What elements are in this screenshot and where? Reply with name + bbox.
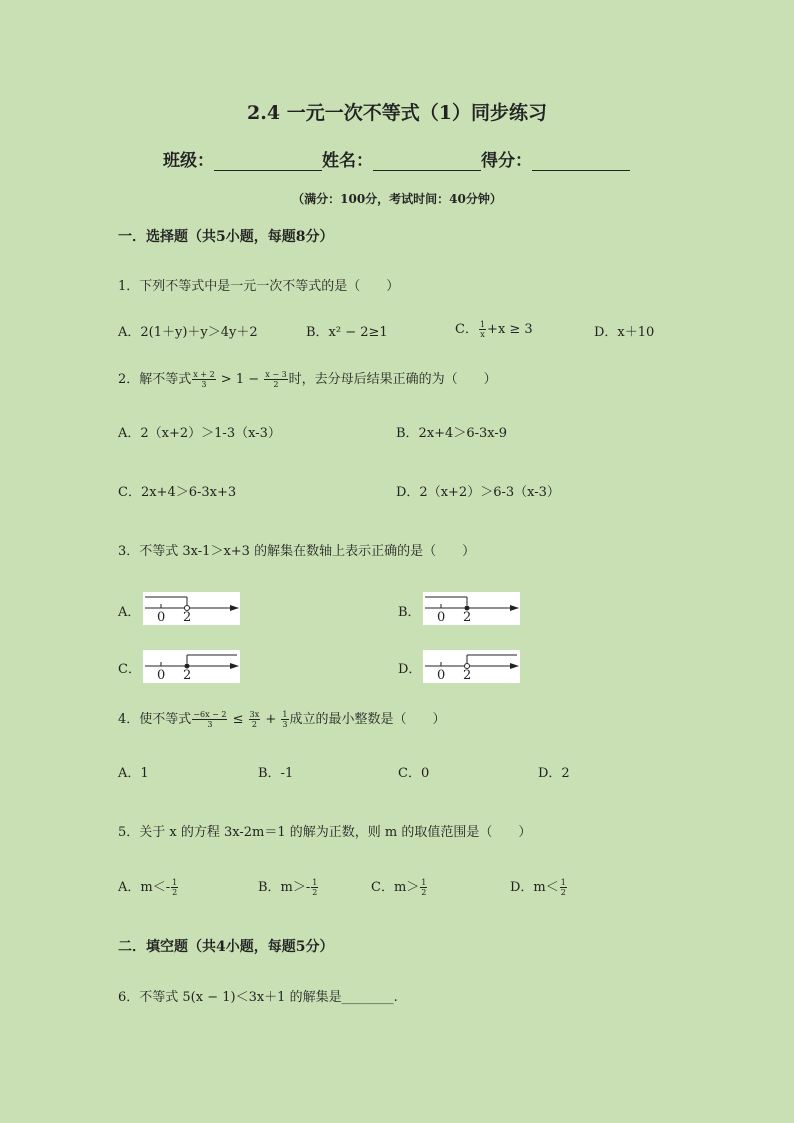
q1-stem: 1．下列不等式中是一元一次不等式的是（ ）: [118, 279, 400, 294]
tick-0-label: 0: [157, 668, 166, 683]
name-blank[interactable]: [373, 152, 481, 171]
q2-option-d: D．2（x+2）＞6-3（x-3）: [396, 485, 560, 500]
student-info-line: [163, 146, 630, 171]
tick-2-label: 2: [183, 668, 192, 683]
page-title: 2.4 一元一次不等式（1）同步练习: [247, 102, 547, 124]
q4-option-b: B．-1: [258, 766, 294, 781]
q5-option-c: C．m＞ $\frac{1}{2}$: [371, 878, 427, 897]
q5-option-d: D．m＜ $\frac{1}{2}$: [510, 878, 566, 897]
q1-option-d: D．x＋10: [594, 325, 655, 340]
section-choice-heading: 一．选择题（共5小题，每题8分）: [118, 229, 334, 245]
q3-option-d-label: D．: [398, 662, 422, 677]
class-label: 班级：: [163, 151, 214, 171]
q5-option-b: B．m＞- $\frac{1}{2}$: [258, 878, 318, 897]
q1-option-a: A．2(1＋y)＋y＞4y＋2: [118, 325, 258, 340]
q2-option-a: A．2（x+2）＞1-3（x-3）: [118, 426, 281, 441]
q2-stem: 2．解不等式 $\frac{x + 2}{3}$ > 1 − $\frac{x - 3}{2}$ 时，去分母后结果正确的为（ ）: [118, 370, 497, 389]
tick-2-label: 2: [463, 668, 472, 683]
q4-stem: 4．使不等式 $\frac{-6x - 2}{3}$ ≤ $\frac{3x}{2}$ + $\frac{1}{3}$ 成立的最小整数是（ ）: [118, 710, 446, 729]
name-label: 姓名：: [322, 151, 373, 171]
q2-option-c: C．2x+4＞6-3x+3: [118, 485, 237, 500]
q6-stem: 6．不等式 5(x − 1)＜3x＋1 的解集是________.: [118, 990, 398, 1005]
tick-2-label: 2: [463, 610, 472, 625]
q3-stem: 3．不等式 3x-1＞x+3 的解集在数轴上表示正确的是（ ）: [118, 544, 476, 559]
class-blank[interactable]: [214, 152, 322, 171]
q4-option-a: A．1: [118, 766, 149, 781]
q3-option-c-numberline: [143, 650, 240, 683]
section-fill-heading: 二．填空题（共4小题，每题5分）: [118, 939, 334, 955]
q3-option-a-label: A．: [118, 605, 141, 620]
exam-note: （满分：100分，考试时间：40分钟）: [292, 192, 502, 206]
q1-option-b: B．x² − 2≥1: [306, 325, 388, 340]
q3-option-b-label: B．: [398, 605, 421, 620]
score-label: 得分：: [481, 151, 532, 171]
q4-option-c: C．0: [398, 766, 430, 781]
q3-option-c-label: C．: [118, 662, 141, 677]
q4-option-d: D．2: [538, 766, 570, 781]
q2-option-b: B．2x+4＞6-3x-9: [396, 426, 508, 441]
tick-2-label: 2: [183, 610, 192, 625]
q3-option-d-numberline: [423, 650, 520, 683]
q1-option-c: C． $\frac{1}{x}$ +x ≥ 3: [455, 320, 533, 339]
tick-0-label: 0: [437, 610, 446, 625]
q5-stem: 5．关于 x 的方程 3x-2m＝1 的解为正数，则 m 的取值范围是（ ）: [118, 825, 532, 840]
q3-option-a-numberline: [143, 592, 240, 625]
tick-0-label: 0: [157, 610, 166, 625]
q5-option-a: A．m＜- $\frac{1}{2}$: [118, 878, 178, 897]
q3-option-b-numberline: [423, 592, 520, 625]
tick-0-label: 0: [437, 668, 446, 683]
score-blank[interactable]: [532, 152, 630, 171]
